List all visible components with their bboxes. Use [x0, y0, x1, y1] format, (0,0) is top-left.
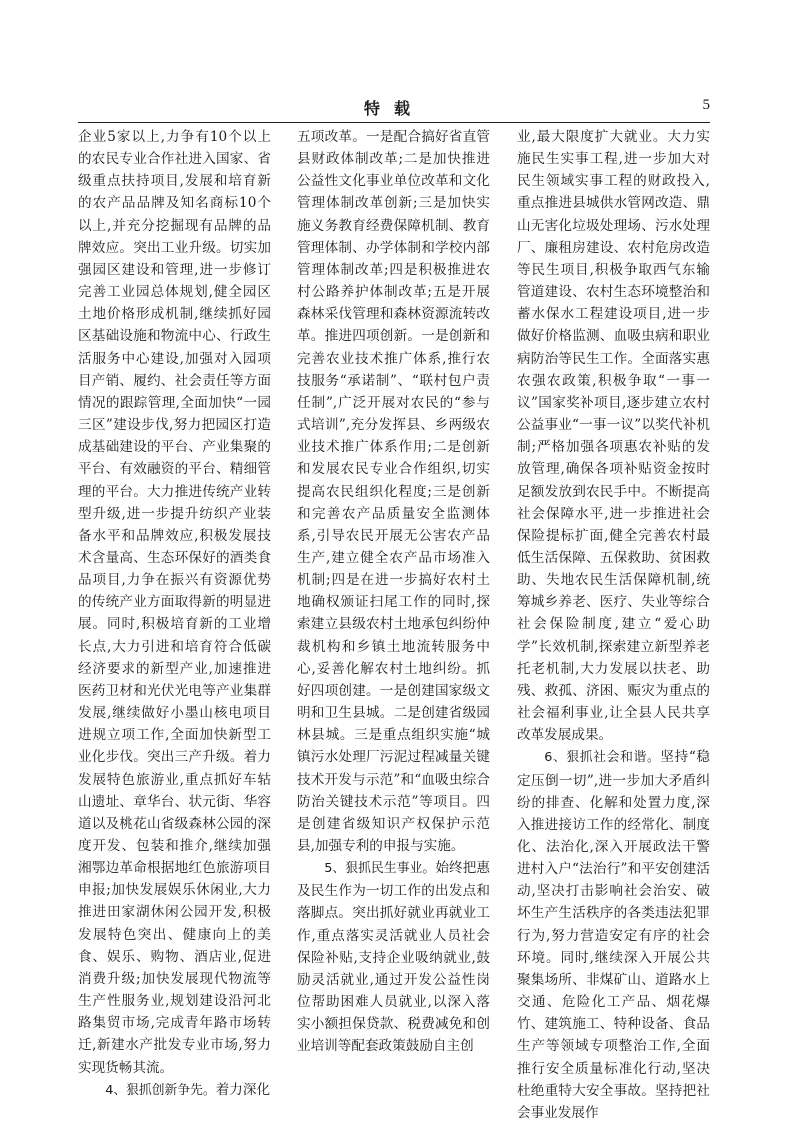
page-number: 5 [702, 97, 710, 113]
text-column-1 [78, 126, 271, 1098]
header-title: 特载 [363, 99, 424, 118]
running-header [78, 94, 710, 120]
header-rule [78, 122, 710, 123]
paragraph-text: 五项改革。一是配合搞好省直管县财政体制改革;二是加快推进公益性文化事业单位改革和文化管理体制改革创新;三是加快实施义务教育经费保障机制、教育管理体制、办学体制和学校内部管理体制改革;四是积极推进农村公路养护体制改革;五是开展森林采伐管理和森林资源流转改革。推进四项创新。一是创新和完善农业技术推广体系,推行农技服务“承诺制”、“联村包户责任制”,广泛开展对农民的“参与式培训”,充分发挥县、乡两级农业技术推广体系作用;二是创新和发展农民专业合作组织,切实提高农民组织化程度;三是创新和完善农产品质量安全监测体系,引导农民开展无公害农产品生产,建立健全农产品市场准入机制;四是在进一步搞好农村土地确权颁证扫尾工作的同时,探索建立县级农村土地承包纠纷仲裁机构和乡镇土地流转服务中心,妥善化解农村土地纠纷。抓好四项创建。一是创建国家级文明和卫生县城。二是创建省级园林县城。三是重点组织实施“城镇污水处理厂污泥过程减量关键技术开发与示范”和“血吸虫综合防治关键技术示范”等项目。四是创建省级知识产权保护示范县,加强专利的申报与实施。 [297, 129, 490, 854]
text-column-3 [517, 126, 710, 1121]
paragraph [78, 126, 271, 1079]
paragraph-text: 企业5家以上,力争有10个以上的农民专业合作社进入国家、省级重点扶持项目,发展和培育新的农产品品牌及知名商标10个以上,并充分挖掘现有品牌的品牌效应。突出工业升级。切实加强园区建设和管理,进一步修订完善工业园总体规划,健全园区土地价格形成机制,继续抓好园区基础设施和物流中心、行政生活服务中心建设,加强对入园项目产销、履约、社会责任等方面情况的跟踪管理,全面加快“一园三区”建设步伐,努力把园区打造成基础建设的平台、产业集聚的平台、有效融资的平台、精细管理的平台。大力推进传统产业转型升级,进一步提升纺织产业装备水平和品牌效应,积极发展技术含量高、生态环保好的酒类食品项目,力争在振兴有资源优势的传统产业方面取得新的明显进展。同时,积极培育新的工业增长点,大力引进和培育符合低碳经济要求的新型产业,加速推进医药卫材和光伏光电等产业集群发展,继续做好小墨山核电项目进规立项工作,全面加快新型工业化步伐。突出三产升级。着力发展特色旅游业,重点抓好车轱山遗址、章华台、状元街、华容道以及桃花山省级森林公园的深度开发、包装和推介,继续加强湘鄂边革命根据地红色旅游项目申报;加快发展娱乐休闲业,大力推进田家湖休闲公园开发,积极发展特色突出、健康向上的美食、娱乐、购物、酒店业,促进消费升级;加快发展现代物流等生产性服务业,规划建设沿河北路集贸市场,完成青年路市场转迁,新建水产批发专业市场,努力实现货畅其流。 [78, 129, 271, 1076]
paragraph [78, 1079, 271, 1102]
text-column-2 [297, 126, 490, 1055]
section-heading: 6、狠抓社会和谐。 [544, 750, 661, 766]
paragraph [297, 857, 490, 1057]
paragraph [517, 126, 710, 746]
paragraph [297, 126, 490, 857]
paragraph-text: 着力深化 [215, 1081, 271, 1098]
section-heading: 5、狠抓民生事业。 [324, 861, 436, 877]
section-heading: 4、狠抓创新争先。 [105, 1082, 216, 1098]
paragraph-text: 始终把惠及民生作为一切工作的出发点和落脚点。突出抓好就业再就业工作,重点落实灵活就业人员社会保险补贴,支持企业吸纳就业,鼓励灵活就业,通过开发公益性岗位帮助困难人员就业,以深入落实小额担保贷款、税费减免和创业培训等配套政策鼓励自主创 [297, 860, 490, 1055]
paragraph [517, 746, 710, 1124]
paragraph-text: 坚持“稳定压倒一切”,进一步加大矛盾纠纷的排查、化解和处置力度,深入推进接访工作的经常化、制度化、法治化,深入开展政法干警进村入户“法治行”和平安创建活动,坚决打击影响社会治安、破坏生产生活秩序的各类违法犯罪行为,努力营造安定有序的社会环境。同时,继续深入开展公共聚集场所、非煤矿山、道路水上交通、危险化工产品、烟花爆竹、建筑施工、特种设备、食品生产等领域专项整治工作,全面推行安全质量标准化行动,坚决杜绝重特大安全事故。坚持把社会事业发展作 [517, 749, 710, 1121]
paragraph-text: 业,最大限度扩大就业。大力实施民生实事工程,进一步加大对民生领域实事工程的财政投入,重点推进县城供水管网改造、鼎山无害化垃圾处理场、污水处理厂、廉租房建设、农村危房改造等民生项目,积极争取西气东输管道建设、农村生态环境整治和蓄水保水工程建设项目,进一步做好价格监测、血吸虫病和职业病防治等民生工作。全面落实惠农强农政策,积极争取“一事一议”国家奖补项目,逐步建立农村公益事业“一事一议”以奖代补机制;严格加强各项惠农补贴的发放管理,确保各项补贴资金按时足额发放到农民手中。不断提高社会保障水平,进一步推进社会保险提标扩面,健全完善农村最低生活保障、五保救助、贫困救助、失地农民生活保障机制,统筹城乡养老、医疗、失业等综合社会保险制度,建立“爱心助学”长效机制,探索建立新型养老托老机制,大力发展以扶老、助残、救孤、济困、赈灾为重点的社会福利事业,让全县人民共享改革发展成果。 [517, 129, 710, 744]
